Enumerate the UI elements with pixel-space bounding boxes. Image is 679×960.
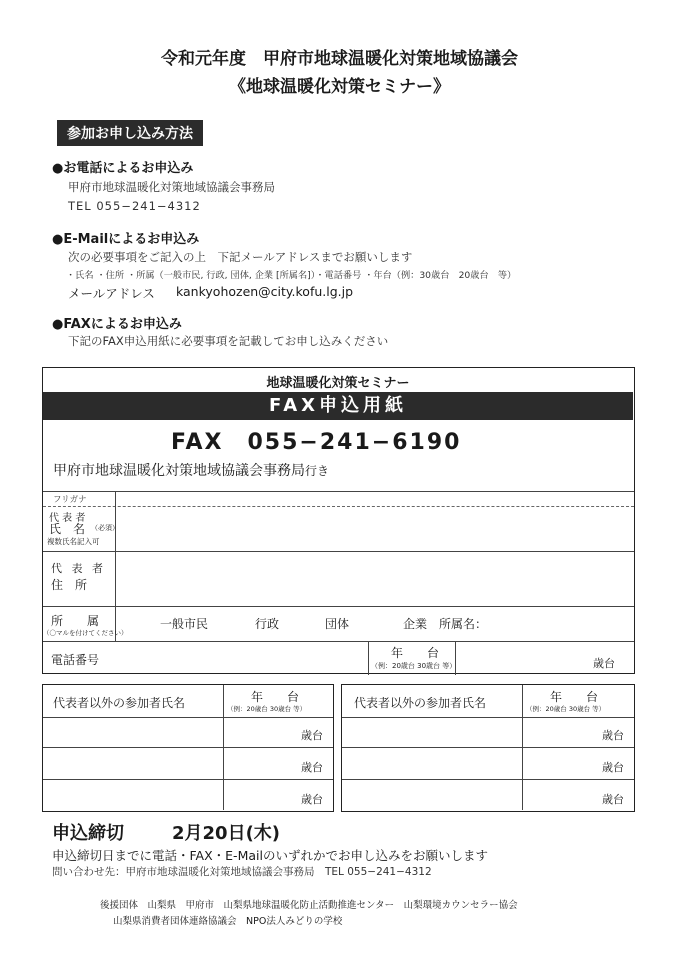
form-recipient-suffix: 行き xyxy=(305,464,330,478)
affiliation-option-company[interactable]: 企業 所属名： xyxy=(403,617,488,631)
form-sheet-title: FAX申込用紙 xyxy=(43,392,633,420)
form-recipient-office: 甲府市地球温暖化対策地域協議会事務局 xyxy=(53,463,305,479)
furigana-label: フリガナ xyxy=(53,495,87,505)
participant-age-unit: 歳台 xyxy=(602,729,624,742)
form-recipient xyxy=(53,460,329,480)
participant-table-right xyxy=(341,684,635,812)
participant-name-header: 代表者以外の参加者氏名 xyxy=(53,696,186,710)
participant-age-unit: 歳台 xyxy=(602,761,624,774)
rep-name-label-2: 氏 名 xyxy=(49,522,86,536)
affiliation-option-government[interactable]: 行政 xyxy=(255,617,280,631)
age-example: （例：20歳台 30歳台 等） xyxy=(371,662,457,670)
deadline-label: 申込締切 xyxy=(52,823,124,844)
affiliation-note: （〇マルを付けてください） xyxy=(43,629,128,637)
howto-section-title: 参加お申し込み方法 xyxy=(57,120,203,146)
email-instructions: 次の必要事項をご記入の上 下記メールアドレスまでお願いします xyxy=(68,250,413,264)
age-label: 年 台 xyxy=(391,646,440,660)
phone-heading: ●お電話によるお申込み xyxy=(52,161,194,176)
deadline-note: 申込締切日までに電話・FAX・E-Mailのいずれかでお申し込みをお願いします xyxy=(52,848,488,863)
fax-heading: ●FAXによるお申込み xyxy=(52,317,182,332)
participant-age-header: 年 台 xyxy=(550,690,599,704)
participant-age-example: （例：20歳台 30歳台 等） xyxy=(227,705,307,713)
supporters-line1: 後援団体 山梨県 甲府市 山梨県地球温暖化防止活動推進センター 山梨環境カウンセラー協会 xyxy=(100,900,518,911)
fax-instructions: 下記のFAX申込用紙に必要事項を記載してお申し込みください xyxy=(68,334,389,348)
email-address-label: メールアドレス xyxy=(68,286,155,301)
fax-form xyxy=(42,367,635,674)
rep-address-label-1: 代 表 者 xyxy=(51,562,106,575)
rep-name-multi-note: 複数氏名記入可 xyxy=(47,537,100,546)
affiliation-label: 所 属 xyxy=(51,614,100,628)
inquiry: 問い合わせ先：甲府市地球温暖化対策地域協議会事務局 TEL 055−241−4312 xyxy=(52,866,432,878)
participant-age-unit: 歳台 xyxy=(301,761,323,774)
email-address[interactable]: kankyohozen@city.kofu.lg.jp xyxy=(176,284,354,299)
participant-age-unit: 歳台 xyxy=(301,793,323,806)
phone-office: 甲府市地球温暖化対策地域協議会事務局 xyxy=(68,180,275,194)
supporters-line2: 山梨県消費者団体連絡協議会 NPO法人みどりの学校 xyxy=(113,916,343,927)
participant-age-unit: 歳台 xyxy=(602,793,624,806)
affiliation-option-citizen[interactable]: 一般市民 xyxy=(160,617,209,631)
phone-tel: TEL 055−241−4312 xyxy=(68,199,201,213)
email-heading: ●E-Mailによるお申込み xyxy=(52,232,200,247)
rep-address-label-2: 住 所 xyxy=(51,578,88,592)
furigana-field[interactable] xyxy=(115,492,633,505)
participant-table-left xyxy=(42,684,334,812)
affiliation-option-group[interactable]: 団体 xyxy=(325,617,350,631)
page-title: 令和元年度 甲府市地球温暖化対策地域協議会 xyxy=(161,49,518,69)
rep-name-field[interactable] xyxy=(116,507,633,550)
email-required-items: ・氏名 ・住所 ・所属（一般市民, 行政, 団体, 企業 [所属名]）・電話番号 ・年台（例：30歳台 20歳台 等） xyxy=(66,270,517,281)
rep-address-field[interactable] xyxy=(116,552,633,605)
form-seminar-name: 地球温暖化対策セミナー xyxy=(266,376,410,391)
phone-number-label: 電話番号 xyxy=(51,653,100,667)
rep-name-label-1: 代 表 者 xyxy=(49,513,86,524)
phone-number-field[interactable] xyxy=(116,642,367,674)
rep-name-required-note: （必須） xyxy=(91,524,119,532)
participant-name-header: 代表者以外の参加者氏名 xyxy=(354,696,487,710)
participant-age-header: 年 台 xyxy=(251,690,300,704)
age-unit: 歳台 xyxy=(593,657,615,670)
form-fax-number: FAX 055−241−6190 xyxy=(171,430,462,455)
deadline-date: 2月20日(木) xyxy=(172,823,281,844)
page-subtitle: 《地球温暖化対策セミナー》 xyxy=(229,77,450,97)
participant-age-unit: 歳台 xyxy=(301,729,323,742)
participant-age-example: （例：20歳台 30歳台 等） xyxy=(526,705,606,713)
